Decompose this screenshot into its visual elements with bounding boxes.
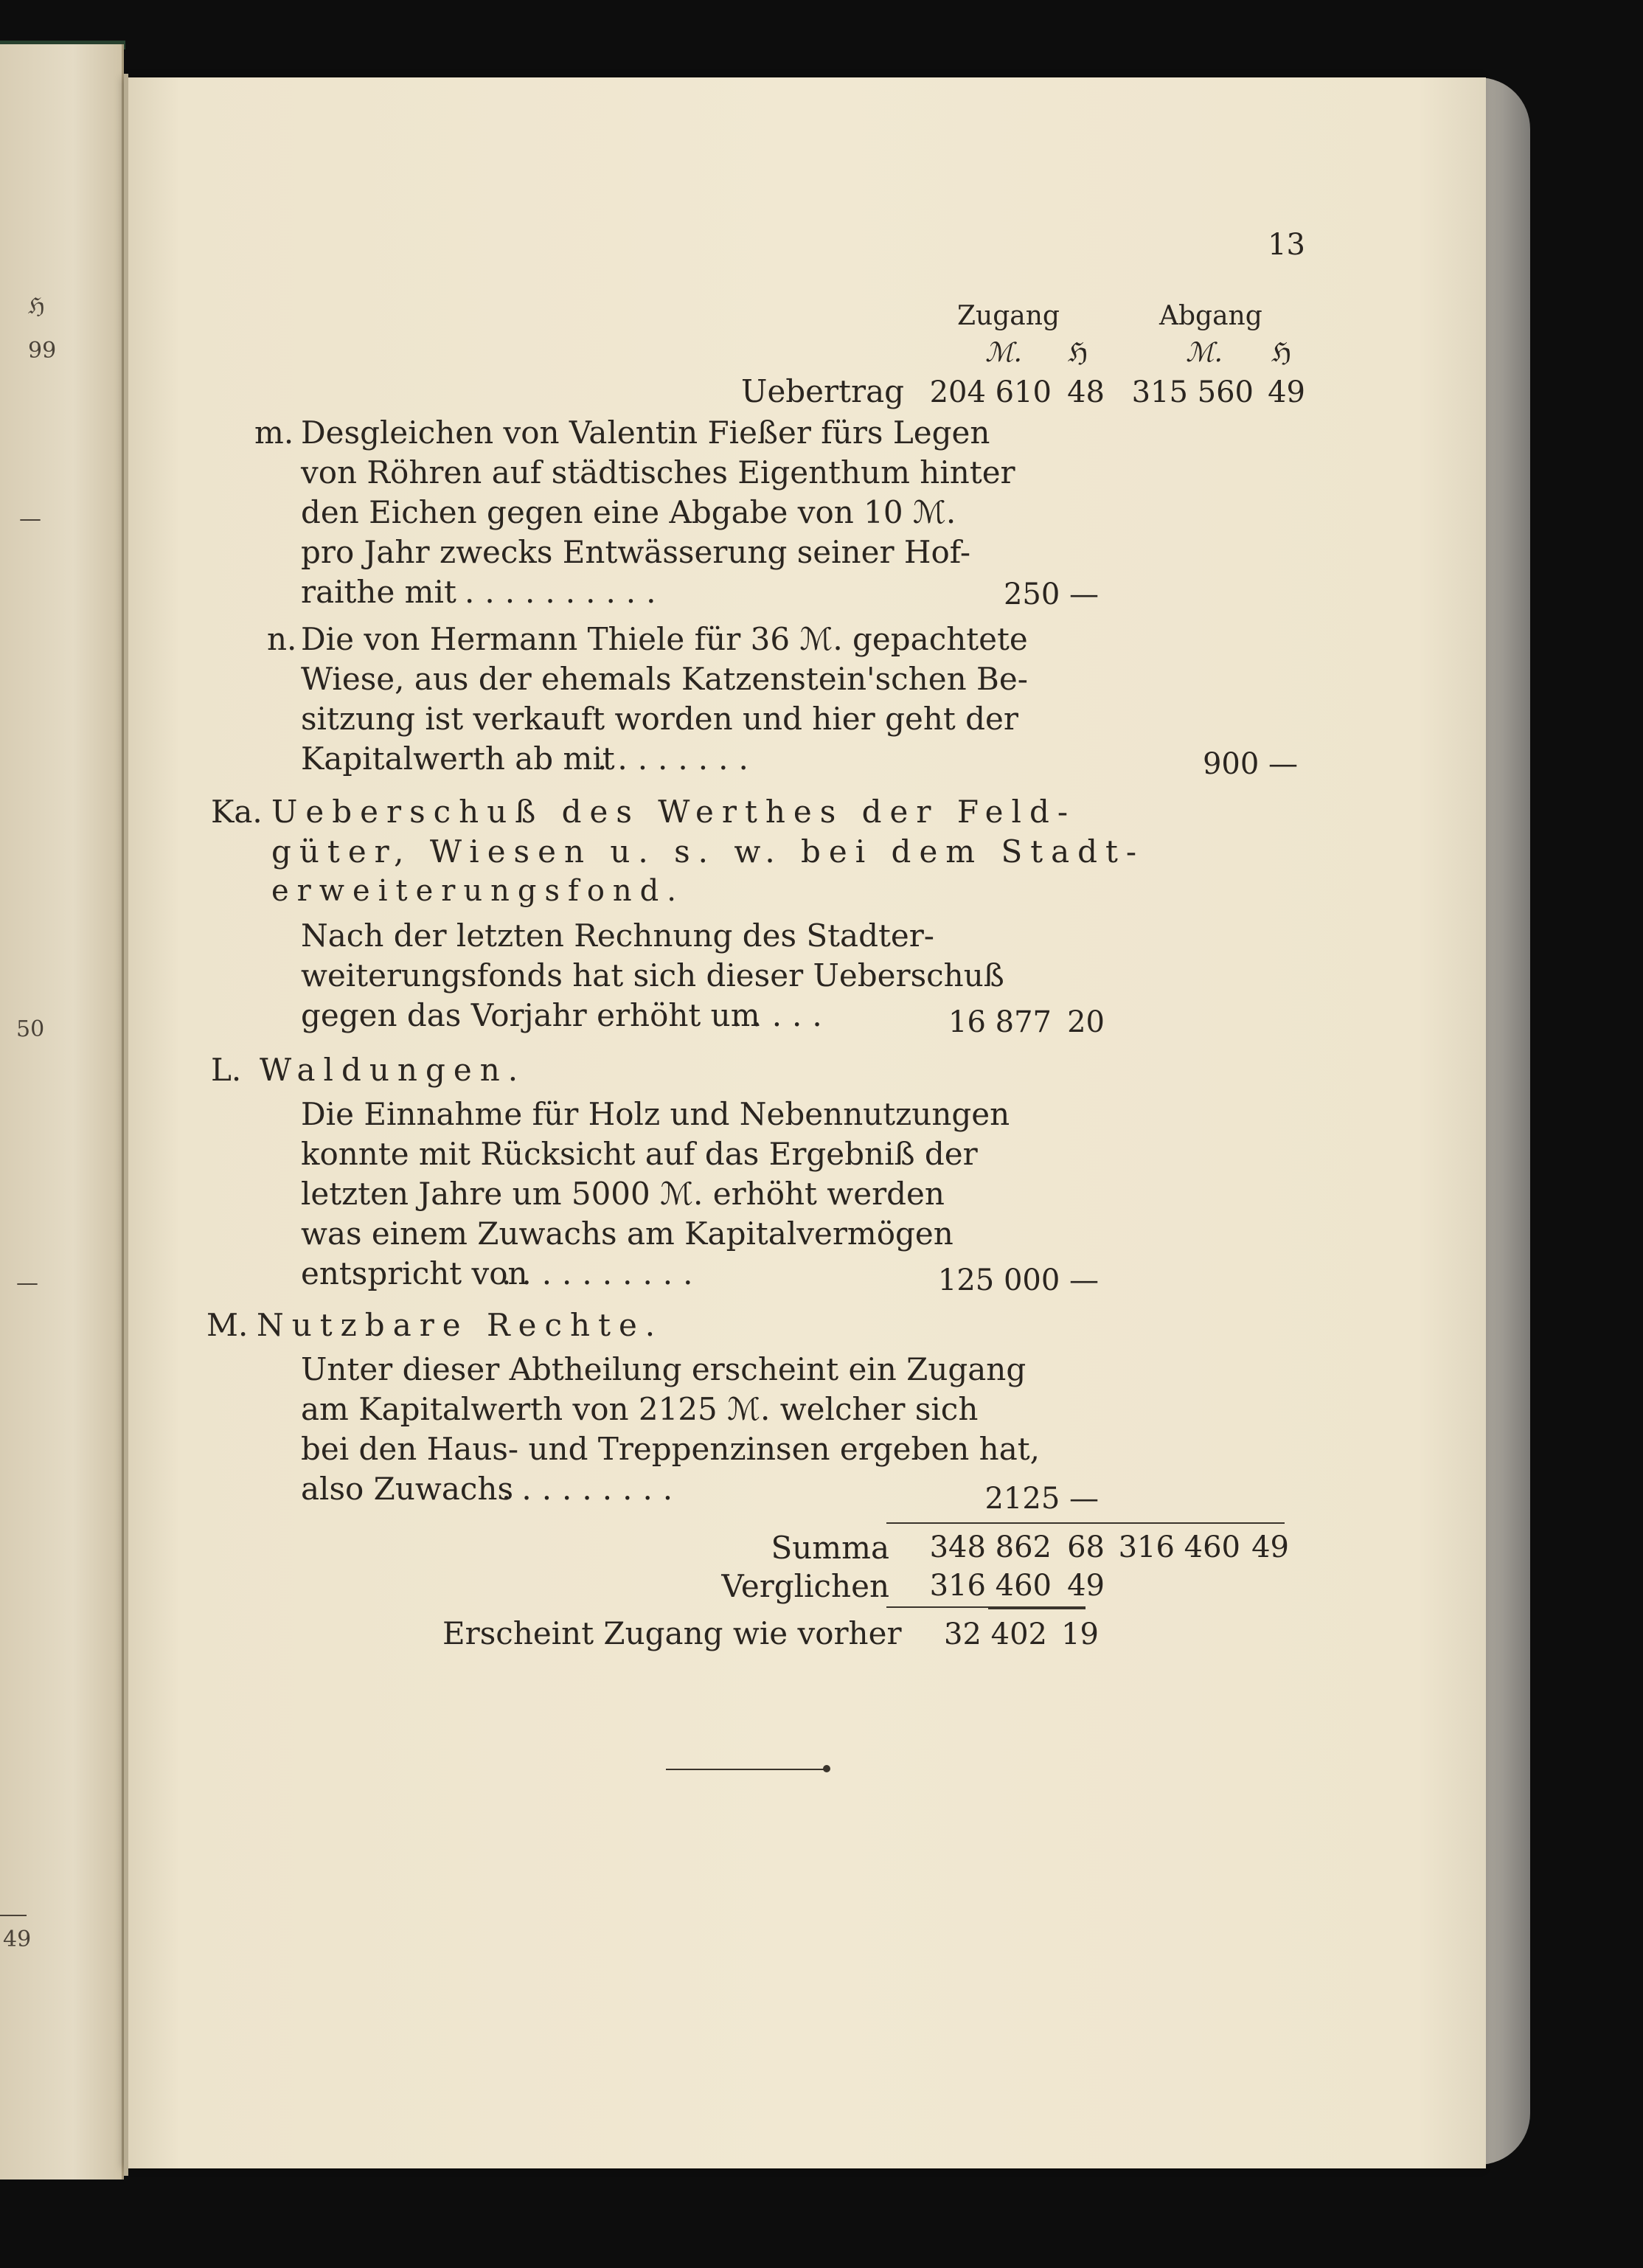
entry-line: Desgleichen von Valentin Fießer fürs Legen (301, 415, 990, 451)
entry-heading: güter, Wiesen u. s. w. bei dem Stadt- (271, 833, 1145, 870)
entry-line: letzten Jahre um 5000 ℳ. erhöht werden (301, 1176, 945, 1212)
end-ornament-dot (823, 1765, 830, 1772)
entry-abgang: 900 — (1202, 747, 1298, 781)
column-unit-mark: ℳ. (1186, 338, 1223, 368)
leader-dots: .......... (465, 574, 667, 610)
entry-line: den Eichen gegen eine Abgabe von 10 ℳ. (301, 494, 956, 530)
entry-line: Wiese, aus der ehemals Katzenstein'schen Be- (301, 661, 1028, 697)
ergebnis-zugang-pfennig: 19 (1061, 1617, 1099, 1651)
left-page-mark: 49 (3, 1927, 32, 1952)
uebertrag-abgang-mark: 315 560 (1131, 375, 1254, 409)
summa-label: Summa (771, 1530, 889, 1566)
entry-line: sitzung ist verkauft worden und hier geht der (301, 701, 1018, 737)
uebertrag-abgang-pfennig: 49 (1268, 375, 1305, 409)
entry-line: was einem Zuwachs am Kapitalvermögen (301, 1216, 954, 1252)
uebertrag-label: Uebertrag (741, 373, 904, 409)
column-header-zugang: Zugang (957, 301, 1060, 331)
entry-line: pro Jahr zwecks Entwässerung seiner Hof- (301, 534, 971, 570)
entry-line: also Zuwachs (301, 1471, 514, 1507)
leader-dots: ......... (501, 1471, 684, 1507)
entry-heading: Nutzbare Rechte. (257, 1307, 664, 1343)
page-number: 13 (1268, 228, 1305, 262)
column-unit-pfennig: ℌ (1271, 338, 1292, 368)
left-page-mark: ℌ (28, 294, 45, 319)
entry-line: Die von Hermann Thiele für 36 ℳ. gepachtete (301, 621, 1028, 657)
summa-abgang-pfennig: 49 (1251, 1530, 1289, 1564)
entry-zugang: 250 — (1003, 578, 1099, 611)
entry-line: Unter dieser Abtheilung erscheint ein Zugang (301, 1351, 1027, 1387)
entry-line: Die Einnahme für Holz und Nebennutzungen (301, 1096, 1010, 1132)
entry-zugang: 125 000 — (937, 1263, 1099, 1297)
end-ornament-rule (666, 1769, 828, 1770)
column-header-abgang: Abgang (1159, 301, 1262, 331)
entry-heading: Ueberschuß des Werthes der Feld- (271, 794, 1077, 830)
leader-dots: .......... (501, 1255, 704, 1291)
summa-abgang-mark: 316 460 (1118, 1530, 1240, 1564)
ergebnis-label: Erscheint Zugang wie vorher (442, 1615, 902, 1651)
entry-letter: M. (206, 1307, 249, 1343)
uebertrag-zugang-mark: 204 610 (929, 375, 1052, 409)
uebertrag-zugang-pfennig: 48 (1067, 375, 1105, 409)
entry-zugang-mark: 16 877 (948, 1005, 1052, 1039)
entry-line: konnte mit Rücksicht auf das Ergebniß der (301, 1136, 978, 1172)
left-page-mark: 99 (28, 338, 57, 364)
entry-line: bei den Haus- und Treppenzinsen ergeben hat, (301, 1431, 1040, 1467)
column-unit-mark: ℳ. (985, 338, 1022, 368)
entry-line: am Kapitalwerth von 2125 ℳ. welcher sich (301, 1391, 979, 1427)
entry-line: von Röhren auf städtisches Eigenthum hinter (301, 454, 1015, 490)
difference-rule (988, 1608, 1086, 1609)
entry-line: entspricht von (301, 1255, 528, 1291)
summa-zugang-mark: 348 862 (929, 1530, 1052, 1564)
entry-letter: Ka. (211, 794, 263, 830)
left-page-mark: — (16, 1270, 38, 1296)
column-unit-pfennig: ℌ (1068, 338, 1088, 368)
entry-zugang: 2125 — (984, 1482, 1099, 1516)
entry-line: raithe mit (301, 574, 456, 610)
entry-line: weiterungsfonds hat sich dieser Ueberschuß (301, 957, 1004, 993)
left-page-mark: — (19, 506, 41, 532)
leader-dots: ..... (732, 997, 833, 1033)
verglichen-zugang-mark: 316 460 (929, 1569, 1052, 1603)
entry-line: gegen das Vorjahr erhöht um (301, 997, 760, 1033)
entry-letter: L. (211, 1052, 242, 1088)
summa-zugang-pfennig: 68 (1067, 1530, 1105, 1564)
left-page-mark: 50 (16, 1016, 45, 1042)
leader-dots: ........ (597, 741, 759, 777)
sum-rule (886, 1522, 1285, 1524)
verglichen-zugang-pfennig: 49 (1067, 1569, 1105, 1603)
entry-letter: m. (254, 415, 294, 451)
ergebnis-zugang-mark: 32 402 (944, 1617, 1047, 1651)
entry-zugang-pfennig: 20 (1067, 1005, 1105, 1039)
entry-heading: erweiterungsfond. (271, 874, 684, 908)
verglichen-label: Verglichen (721, 1568, 889, 1604)
entry-heading: Waldungen. (260, 1052, 527, 1088)
entry-line: Kapitalwerth ab mit (301, 741, 615, 777)
entry-line: Nach der letzten Rechnung des Stadter- (301, 918, 934, 954)
entry-letter: n. (267, 621, 297, 657)
